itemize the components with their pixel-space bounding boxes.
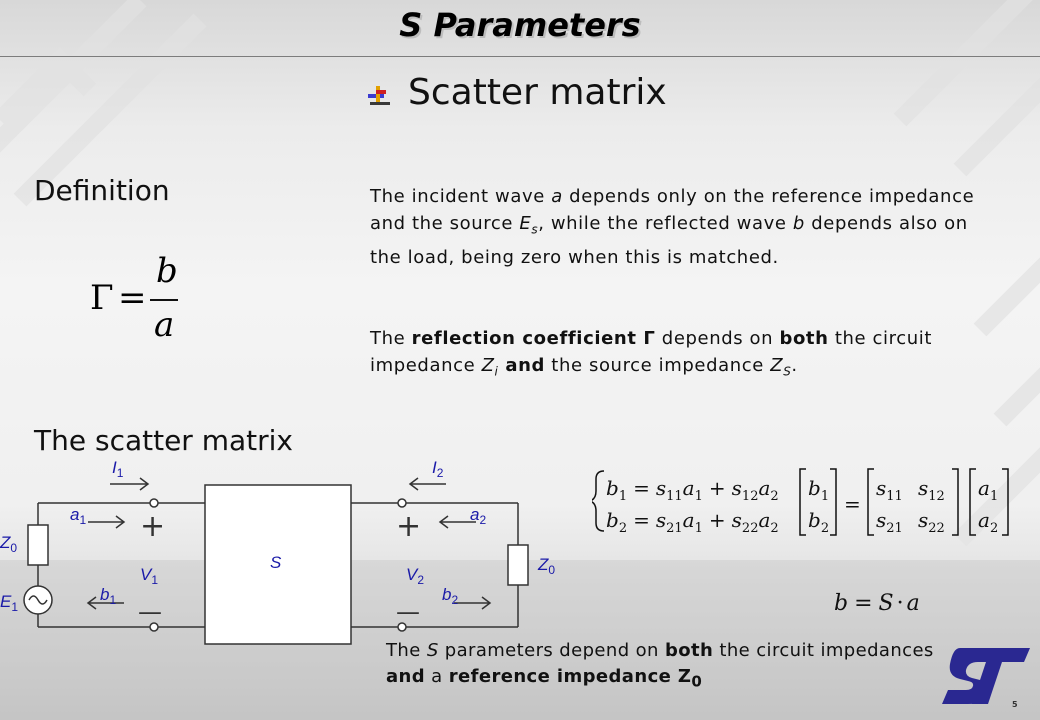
left-resistor <box>28 525 48 565</box>
label-z0-right: $Z_0$ <box>538 555 556 577</box>
scatter-matrix-heading: The scatter matrix <box>34 424 293 457</box>
title-bar <box>0 0 1040 56</box>
label-i1: $I_1$ <box>112 458 124 480</box>
svg-text:b=S·a: b = S · a <box>834 591 920 616</box>
label-z0-left: $Z_0$ <box>0 533 18 555</box>
label-v2: $V_2$ <box>406 565 425 587</box>
i1-arrow <box>110 478 148 490</box>
label-a2: $a_2$ <box>470 505 487 527</box>
formula-denominator: a <box>154 305 175 345</box>
formula-numerator: b <box>156 256 178 291</box>
m-s21: $s_{21}$ <box>876 508 903 536</box>
definition-heading: Definition <box>34 174 170 207</box>
incident-wave-paragraph: The incident wave a depends only on the reference impedance and the source $E_s$, while the reflected wave b depends also on the load, being zero when this is matched. <box>370 186 975 268</box>
matrix-equals: = <box>844 492 861 516</box>
m-s11: $s_{11}$ <box>876 476 903 504</box>
b2-arrow <box>454 597 490 609</box>
slide-subtitle: Scatter matrix <box>408 72 667 113</box>
s-parameters-note: The S parameters depend on both the circuit impedances and a reference impedance $Z_0$ <box>386 640 934 691</box>
slide-title: S Parameters <box>399 6 641 44</box>
label-b2: $b_2$ <box>442 585 459 607</box>
label-s-block: S <box>270 553 282 572</box>
minus-v1: — <box>138 598 162 626</box>
label-b1: $b_1$ <box>100 585 117 607</box>
plus-v2: + <box>396 509 422 544</box>
vec-a1: $a_1$ <box>978 476 999 504</box>
eq-row-2: $b_2 = s_{21}a_1 + s_{22}a_2$ <box>606 508 779 536</box>
m-s12: $s_{12}$ <box>918 476 945 504</box>
formula-gamma: Γ <box>90 278 114 318</box>
b-equals-s-a-formula <box>830 584 930 620</box>
two-port-circuit-diagram <box>0 450 580 650</box>
gamma-formula <box>88 256 184 346</box>
label-v1: $V_1$ <box>140 565 159 587</box>
right-resistor <box>508 545 528 585</box>
label-i2: $I_2$ <box>432 458 444 480</box>
vec-b2: $b_2$ <box>808 508 830 536</box>
vec-b1: $b_1$ <box>808 476 830 504</box>
page-number: 5 <box>1012 700 1018 709</box>
reflection-coefficient-paragraph: The reflection coefficient Γ depends on both the circuit impedance $Z_i$ and the source impedance $Z_S$. <box>370 328 933 379</box>
label-a1: $a_1$ <box>70 505 87 527</box>
eq-row-1: $b_1 = s_{11}a_1 + s_{12}a_2$ <box>606 476 779 504</box>
vec-a2: $a_2$ <box>978 508 999 536</box>
formula-equals: = <box>118 278 147 318</box>
bullet-icon <box>366 84 392 108</box>
plus-v1: + <box>140 509 166 544</box>
minus-v2: — <box>396 598 420 626</box>
st-logo <box>938 640 1034 712</box>
label-e1: $E_1$ <box>0 592 19 614</box>
title-divider <box>0 56 1040 57</box>
m-s22: $s_{22}$ <box>918 508 945 536</box>
s-parameter-equations <box>592 463 1032 543</box>
a1-arrow <box>88 516 124 528</box>
